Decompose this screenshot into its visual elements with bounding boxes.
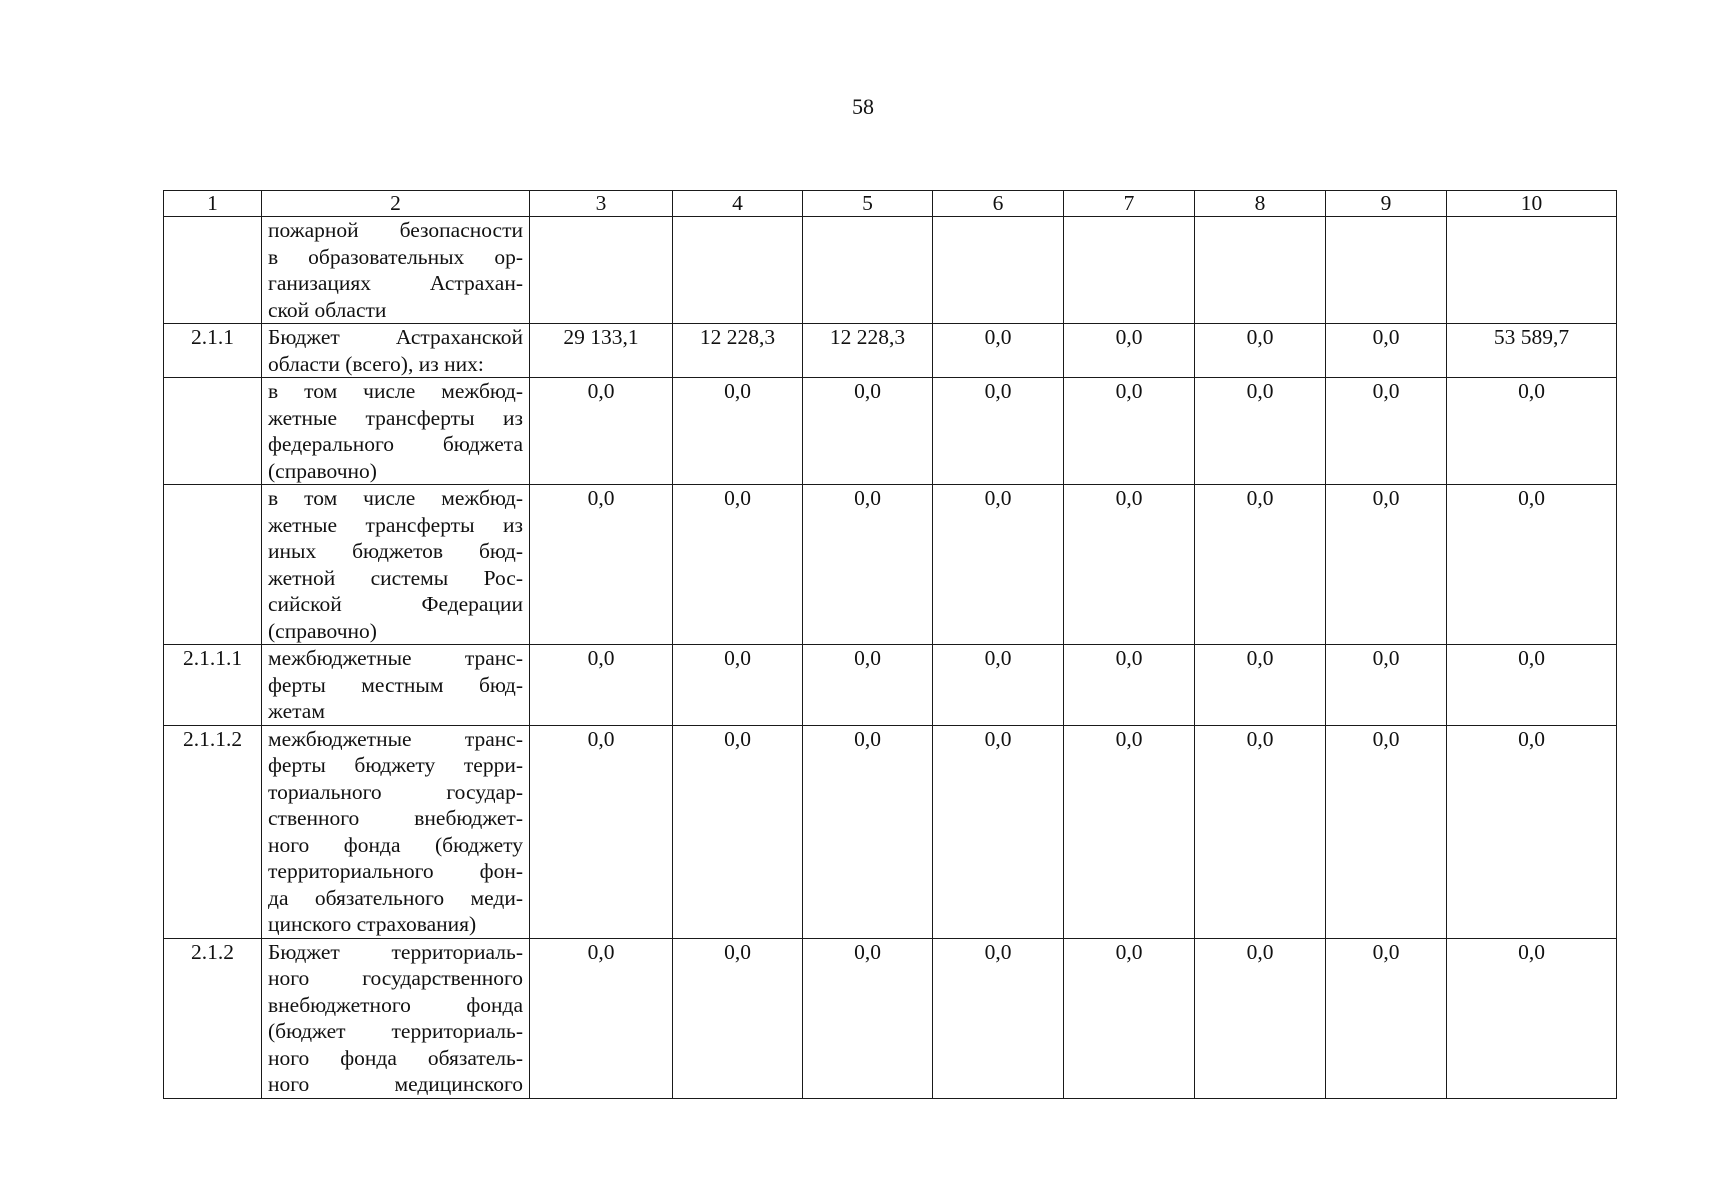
row-name-line: ного фонда (бюджету xyxy=(268,832,523,857)
value-cell-col10 xyxy=(1447,217,1617,324)
value-cell-col10: 0,0 xyxy=(1447,645,1617,726)
row-name-line: цинского страхования) xyxy=(268,912,477,936)
value-cell-col4: 12 228,3 xyxy=(673,324,803,378)
value-cell-col4: 0,0 xyxy=(673,485,803,645)
value-cell-col10: 0,0 xyxy=(1447,378,1617,485)
value-cell-col4 xyxy=(673,217,803,324)
value-cell-col5: 0,0 xyxy=(803,725,933,938)
value-cell-col3 xyxy=(530,217,673,324)
row-name-line: ного государственного xyxy=(268,966,523,990)
value-cell-col9: 0,0 xyxy=(1326,324,1447,378)
row-name-line: ственного внебюджет- xyxy=(268,806,523,830)
row-name-line: внебюджетного фонда xyxy=(268,992,523,1017)
value-cell-col5: 0,0 xyxy=(803,645,933,726)
row-name-line: области (всего), из них: xyxy=(268,351,484,376)
value-cell-col7: 0,0 xyxy=(1064,938,1195,1098)
value-cell-col8: 0,0 xyxy=(1195,485,1326,645)
row-name xyxy=(262,725,530,938)
row-name-line: да обязательного меди- xyxy=(268,885,523,910)
column-header: 5 xyxy=(803,191,933,217)
value-cell-col7: 0,0 xyxy=(1064,645,1195,726)
value-cell-col3: 0,0 xyxy=(530,938,673,1098)
value-cell-col7: 0,0 xyxy=(1064,378,1195,485)
value-cell-col7: 0,0 xyxy=(1064,324,1195,378)
row-name-line: межбюджетные транс- xyxy=(268,726,523,751)
value-cell-col6: 0,0 xyxy=(933,938,1064,1098)
value-cell-col3: 29 133,1 xyxy=(530,324,673,378)
row-name-line: межбюджетные транс- xyxy=(268,646,523,670)
table-body xyxy=(164,217,1617,1099)
value-cell-col5 xyxy=(803,217,933,324)
row-name-line: Бюджет территориаль- xyxy=(268,939,523,964)
column-header: 7 xyxy=(1064,191,1195,217)
column-header: 10 xyxy=(1447,191,1617,217)
row-name xyxy=(262,645,530,726)
row-name-line: иных бюджетов бюд- xyxy=(268,539,523,563)
value-cell-col8 xyxy=(1195,217,1326,324)
value-cell-col6: 0,0 xyxy=(933,485,1064,645)
table-row xyxy=(164,324,1617,378)
value-cell-col10: 53 589,7 xyxy=(1447,324,1617,378)
value-cell-col3: 0,0 xyxy=(530,485,673,645)
row-code: 2.1.1.1 xyxy=(164,645,262,726)
row-name xyxy=(262,217,530,324)
value-cell-col6 xyxy=(933,217,1064,324)
row-name-line: (справочно) xyxy=(268,618,377,643)
table-row xyxy=(164,485,1617,645)
row-code xyxy=(164,217,262,324)
row-name-line: ской области xyxy=(268,297,387,322)
value-cell-col10: 0,0 xyxy=(1447,725,1617,938)
value-cell-col3: 0,0 xyxy=(530,645,673,726)
row-name xyxy=(262,324,530,378)
value-cell-col10: 0,0 xyxy=(1447,485,1617,645)
value-cell-col8: 0,0 xyxy=(1195,378,1326,485)
value-cell-col10: 0,0 xyxy=(1447,938,1617,1098)
row-name-line: Бюджет Астраханской xyxy=(268,325,523,349)
row-name-line: территориального фон- xyxy=(268,859,523,883)
value-cell-col4: 0,0 xyxy=(673,938,803,1098)
page-number: 58 xyxy=(852,94,874,119)
value-cell-col4: 0,0 xyxy=(673,645,803,726)
row-name-line: сийской Федерации xyxy=(268,592,523,616)
table-row xyxy=(164,725,1617,938)
value-cell-col6: 0,0 xyxy=(933,645,1064,726)
table-row xyxy=(164,378,1617,485)
row-name-line: ного фонда обязатель- xyxy=(268,1045,523,1070)
value-cell-col8: 0,0 xyxy=(1195,725,1326,938)
row-name-line: жетные трансферты из xyxy=(268,405,523,430)
row-code: 2.1.1 xyxy=(164,324,262,378)
value-cell-col7 xyxy=(1064,217,1195,324)
column-header: 3 xyxy=(530,191,673,217)
table-row xyxy=(164,217,1617,324)
column-header: 6 xyxy=(933,191,1064,217)
row-code xyxy=(164,378,262,485)
value-cell-col4: 0,0 xyxy=(673,725,803,938)
value-cell-col9: 0,0 xyxy=(1326,485,1447,645)
row-name xyxy=(262,485,530,645)
column-header: 9 xyxy=(1326,191,1447,217)
column-header: 8 xyxy=(1195,191,1326,217)
value-cell-col7: 0,0 xyxy=(1064,485,1195,645)
row-name-line: в том числе межбюд- xyxy=(268,379,523,403)
table-row xyxy=(164,938,1617,1098)
value-cell-col3: 0,0 xyxy=(530,378,673,485)
row-name-line: жетной системы Рос- xyxy=(268,565,523,590)
value-cell-col8: 0,0 xyxy=(1195,324,1326,378)
value-cell-col9: 0,0 xyxy=(1326,725,1447,938)
row-code xyxy=(164,485,262,645)
row-code: 2.1.2 xyxy=(164,938,262,1098)
row-name-line: жетам xyxy=(268,699,325,723)
row-name-line: ферты местным бюд- xyxy=(268,672,523,697)
value-cell-col5: 12 228,3 xyxy=(803,324,933,378)
row-name xyxy=(262,938,530,1098)
row-name-line: пожарной безопасности xyxy=(268,218,523,242)
column-header: 2 xyxy=(262,191,530,217)
budget-table xyxy=(163,190,1617,1099)
row-name-line: федерального бюджета xyxy=(268,432,523,456)
row-name-line: (бюджет территориаль- xyxy=(268,1019,523,1043)
value-cell-col6: 0,0 xyxy=(933,725,1064,938)
row-name-line: ного медицинского xyxy=(268,1072,523,1096)
table-header xyxy=(164,191,1617,217)
column-header: 1 xyxy=(164,191,262,217)
value-cell-col3: 0,0 xyxy=(530,725,673,938)
value-cell-col9: 0,0 xyxy=(1326,378,1447,485)
value-cell-col9 xyxy=(1326,217,1447,324)
column-header: 4 xyxy=(673,191,803,217)
row-name-line: в образовательных ор- xyxy=(268,244,523,269)
value-cell-col5: 0,0 xyxy=(803,485,933,645)
row-name-line: ториального государ- xyxy=(268,779,523,804)
value-cell-col8: 0,0 xyxy=(1195,645,1326,726)
value-cell-col5: 0,0 xyxy=(803,938,933,1098)
table-row xyxy=(164,645,1617,726)
value-cell-col5: 0,0 xyxy=(803,378,933,485)
row-name-line: ферты бюджету терри- xyxy=(268,753,523,777)
value-cell-col4: 0,0 xyxy=(673,378,803,485)
value-cell-col6: 0,0 xyxy=(933,324,1064,378)
value-cell-col7: 0,0 xyxy=(1064,725,1195,938)
value-cell-col9: 0,0 xyxy=(1326,645,1447,726)
row-name-line: жетные трансферты из xyxy=(268,512,523,537)
row-name-line: (справочно) xyxy=(268,458,377,483)
header-row xyxy=(164,191,1617,217)
row-name-line: в том числе межбюд- xyxy=(268,486,523,510)
value-cell-col8: 0,0 xyxy=(1195,938,1326,1098)
value-cell-col6: 0,0 xyxy=(933,378,1064,485)
row-code: 2.1.1.2 xyxy=(164,725,262,938)
value-cell-col9: 0,0 xyxy=(1326,938,1447,1098)
row-name-line: ганизациях Астрахан- xyxy=(268,271,523,295)
row-name xyxy=(262,378,530,485)
